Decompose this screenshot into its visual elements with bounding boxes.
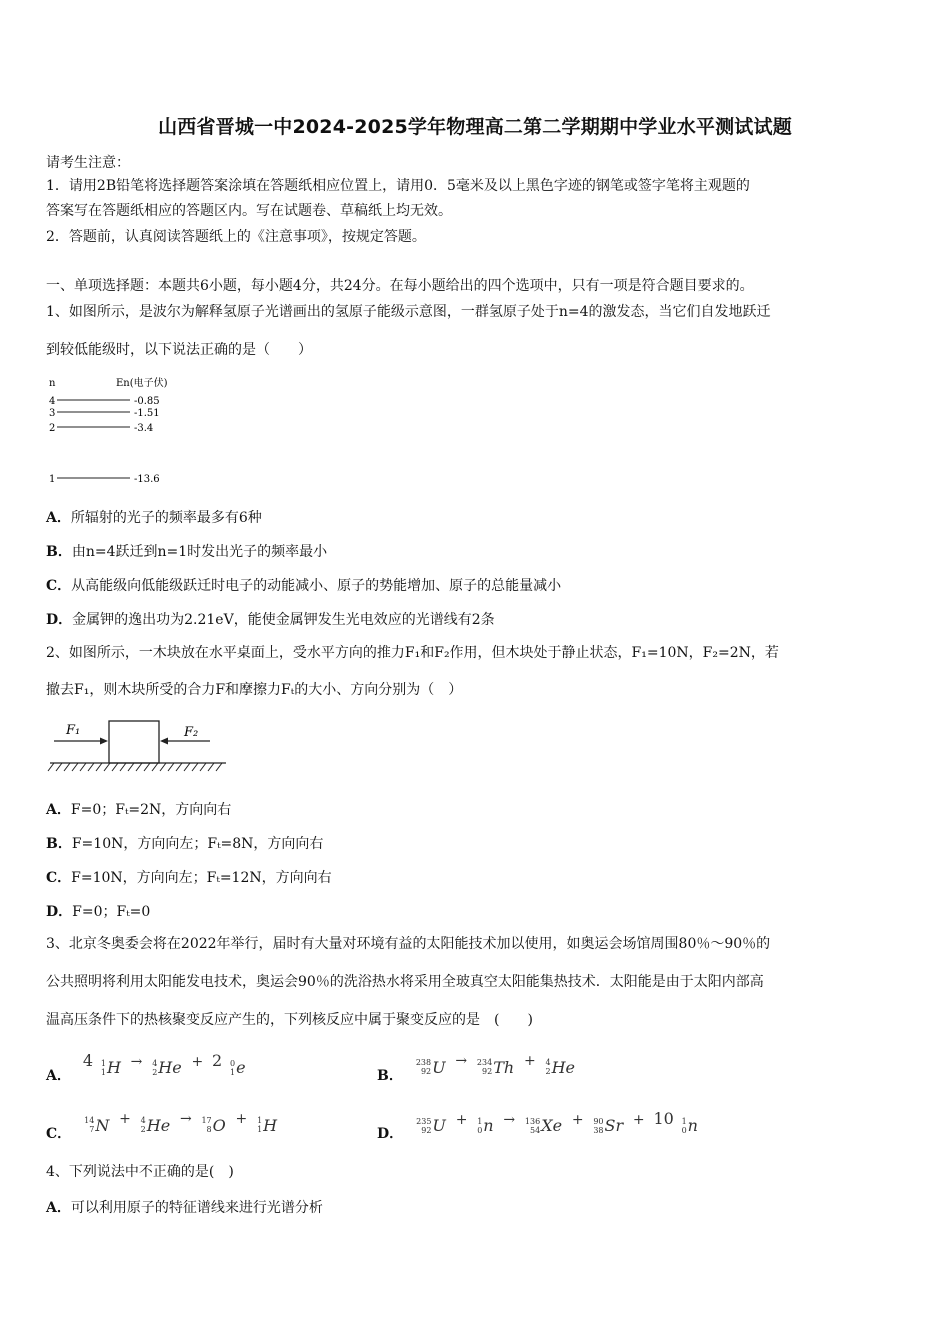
- option-label: A．: [46, 1068, 71, 1084]
- option-label: B．: [377, 1068, 403, 1084]
- wooden-block: [109, 721, 159, 763]
- atomic-number: 92: [482, 1067, 493, 1077]
- block-force-diagram: [46, 714, 230, 776]
- q1-option-a[interactable]: [46, 507, 262, 527]
- nuclide-h: [101, 1058, 121, 1077]
- nuclide-xe: [525, 1116, 562, 1135]
- option-text: F=0；Fₜ=2N，方向向右: [70, 802, 232, 818]
- plus: +: [523, 1053, 536, 1070]
- plus: +: [191, 1053, 204, 1070]
- nuclide-n14: [84, 1116, 109, 1135]
- symbol: He: [551, 1057, 575, 1077]
- nuclide-sr: [593, 1116, 623, 1135]
- q1-option-b[interactable]: [46, 541, 327, 561]
- atomic-number: 1: [100, 1067, 106, 1077]
- energy-level-diagram: [44, 372, 184, 490]
- level-3-n: 3: [49, 408, 56, 419]
- symbol: Sr: [604, 1116, 624, 1136]
- mass-number: 90: [593, 1116, 604, 1126]
- mass-number: 1: [257, 1116, 263, 1126]
- option-text: F=10N，方向向左；Fₜ=8N，方向向右: [71, 836, 324, 852]
- plus: +: [632, 1111, 645, 1128]
- option-text: 从高能级向低能级跃迁时电子的动能减小、原子的势能增加、原子的总能量减小: [71, 578, 562, 594]
- notice-item-2: 2．答题前，认真阅读答题纸上的《注意事项》，按规定答题。: [46, 229, 426, 245]
- level-4-energy: -0.85: [134, 396, 160, 407]
- option-label: D．: [46, 904, 73, 920]
- mass-number: 234: [476, 1058, 493, 1068]
- mass-number: 4: [140, 1116, 146, 1126]
- mass-number: 4: [152, 1058, 158, 1068]
- level-1-n: 1: [49, 474, 56, 485]
- nuclide-neutron: [477, 1116, 493, 1135]
- atomic-number: 1: [229, 1067, 236, 1077]
- nuclide-he: [545, 1058, 575, 1077]
- mass-number: 235: [416, 1116, 432, 1126]
- option-text: 金属钾的逸出功为2.21eV，能使金属钾发生光电效应的光谱线有2条: [72, 612, 495, 628]
- option-label: C．: [46, 1126, 72, 1142]
- symbol: He: [146, 1115, 171, 1135]
- plus: +: [571, 1111, 584, 1128]
- mass-number: 0: [229, 1058, 236, 1068]
- mass-number: 136: [524, 1116, 541, 1126]
- option-label: A．: [46, 1200, 71, 1216]
- symbol: He: [158, 1058, 182, 1078]
- mass-number: 14: [84, 1116, 95, 1126]
- nuclide-th: [477, 1058, 514, 1077]
- notice-heading: 请考生注意：: [46, 155, 130, 171]
- q1-stem-line-1: 1、如图所示，是波尔为解释氢原子光谱画出的氢原子能级示意图，一群氢原子处于n=4的激发态，当它们自发地跃迁: [46, 304, 771, 320]
- q1-option-c[interactable]: [46, 575, 561, 595]
- option-label: B．: [46, 836, 72, 852]
- symbol: n: [483, 1116, 494, 1136]
- f2-arrowhead: [160, 738, 168, 745]
- q2-stem-line-1: 2、如图所示，一木块放在水平桌面上，受水平方向的推力F₁和F₂作用，但木块处于静止状态，F₁=10N，F₂=2N，若: [46, 645, 779, 661]
- option-label: B．: [46, 544, 72, 560]
- equation-d: [415, 1109, 699, 1136]
- coefficient: 4: [82, 1050, 94, 1070]
- q2-option-d[interactable]: [46, 901, 150, 921]
- section-heading: 一、单项选择题：本题共6小题，每小题4分，共24分。在每小题给出的四个选项中，只有一项是符合题目要求的。: [46, 278, 754, 294]
- mass-number: 4: [545, 1058, 551, 1068]
- q3-option-a[interactable]: [46, 1043, 247, 1085]
- atomic-number: 38: [593, 1125, 604, 1135]
- f1-arrowhead: [100, 738, 108, 745]
- q2-option-b[interactable]: [46, 833, 323, 853]
- q3-option-c[interactable]: [46, 1101, 278, 1143]
- q3-stem-line-2: 公共照明将利用太阳能发电技术，奥运会90％的洗浴热水将采用全玻真空太阳能集热技术．太阳能是由于太阳内部高: [46, 974, 764, 990]
- diagram-n-header: n: [49, 378, 56, 389]
- atomic-number: 2: [545, 1067, 551, 1077]
- option-text: 可以利用原子的特征谱线来进行光谱分析: [70, 1200, 323, 1216]
- q2-option-a[interactable]: [46, 799, 231, 819]
- mass-number: 1: [477, 1116, 483, 1126]
- notice-item-1-line-1: 1．请用2B铅笔将选择题答案涂填在答题纸相应位置上，请用0．5毫米及以上黑色字迹的钢笔或签字笔将主观题的: [46, 178, 750, 194]
- nuclide-h: [257, 1116, 277, 1135]
- symbol: O: [212, 1115, 226, 1135]
- option-text: 由n=4跃迁到n=1时发出光子的频率最小: [71, 544, 328, 560]
- q3-stem-line-1: 3、北京冬奥委会将在2022年举行，届时有大量对环境有益的太阳能技术加以使用，如奥运会场馆周围80％～90％的: [46, 936, 771, 952]
- level-4-n: 4: [49, 396, 56, 407]
- nuclide-he: [141, 1116, 171, 1135]
- arrow: →: [179, 1111, 192, 1128]
- atomic-number: 2: [152, 1067, 158, 1077]
- nuclide-he: [152, 1058, 182, 1077]
- atomic-number: 92: [420, 1067, 432, 1077]
- page-title: 山西省晋城一中2024-2025学年物理高二第二学期期中学业水平测试试题: [158, 116, 792, 138]
- option-label: A．: [46, 510, 71, 526]
- coefficient: 10: [653, 1108, 674, 1128]
- surface-hatching: [48, 763, 222, 771]
- level-2-energy: -3.4: [134, 423, 154, 434]
- symbol: H: [106, 1058, 121, 1078]
- q3-option-b[interactable]: [377, 1043, 576, 1085]
- atomic-number: 8: [206, 1125, 212, 1135]
- q4-stem: 4、下列说法中不正确的是( ): [46, 1164, 234, 1180]
- notice-item-1-line-2: 答案写在答题纸相应的答题区内。写在试题卷、草稿纸上均无效。: [46, 203, 452, 219]
- q3-stem-line-3: 温高压条件下的热核聚变反应产生的，下列核反应中属于聚变反应的是 ( ): [46, 1012, 533, 1028]
- equation-a: [83, 1051, 247, 1078]
- equation-c: [83, 1109, 278, 1135]
- mass-number: 238: [415, 1058, 432, 1068]
- coefficient: 2: [212, 1050, 223, 1070]
- q4-option-a[interactable]: [46, 1197, 323, 1217]
- q3-option-d[interactable]: [377, 1101, 699, 1143]
- atomic-number: 7: [89, 1125, 95, 1135]
- mass-number: 1: [681, 1116, 687, 1126]
- option-text: 所辐射的光子的频率最多有6种: [70, 510, 262, 526]
- nuclide-o17: [201, 1116, 225, 1135]
- plus: +: [119, 1111, 131, 1128]
- option-text: F=0；Fₜ=0: [72, 904, 151, 920]
- f2-label: F₂: [184, 725, 199, 740]
- symbol: Th: [493, 1057, 515, 1077]
- atomic-number: 2: [140, 1125, 146, 1135]
- option-label: A．: [46, 802, 71, 818]
- level-3-energy: -1.51: [134, 408, 160, 419]
- q2-option-c[interactable]: [46, 867, 332, 887]
- mass-number: 1: [100, 1058, 106, 1068]
- q2-stem-line-2: 撤去F₁，则木块所受的合力F和摩擦力Fₜ的大小、方向分别为（ ）: [46, 682, 463, 698]
- atomic-number: 1: [257, 1125, 263, 1135]
- symbol: U: [432, 1057, 446, 1077]
- equation-b: [415, 1051, 576, 1077]
- nuclide-e: [230, 1058, 246, 1077]
- level-2-n: 2: [49, 423, 56, 434]
- diagram-e-header: En(电子伏): [116, 378, 168, 389]
- nuclide-neutron: [682, 1116, 698, 1135]
- f1-label: F₁: [66, 723, 81, 738]
- mass-number: 17: [201, 1116, 212, 1126]
- level-1-energy: -13.6: [134, 474, 160, 485]
- symbol: U: [432, 1116, 446, 1136]
- q1-stem-line-2: 到较低能级时，以下说法正确的是（ ）: [46, 342, 312, 358]
- arrow: →: [130, 1053, 143, 1070]
- option-text: F=10N，方向向左；Fₜ=12N，方向向右: [71, 870, 332, 886]
- atomic-number: 54: [530, 1125, 541, 1135]
- option-label: C．: [46, 870, 72, 886]
- symbol: Xe: [541, 1116, 563, 1136]
- nuclide-u238: [416, 1058, 446, 1077]
- atomic-number: 92: [421, 1125, 432, 1135]
- symbol: n: [687, 1116, 698, 1136]
- symbol: H: [263, 1115, 278, 1135]
- q1-option-d[interactable]: [46, 609, 495, 629]
- plus: +: [455, 1111, 468, 1128]
- arrow: →: [455, 1053, 468, 1070]
- nuclide-u235: [416, 1116, 446, 1135]
- option-label: C．: [46, 578, 72, 594]
- option-label: D．: [377, 1126, 404, 1142]
- atomic-number: 0: [681, 1125, 687, 1135]
- symbol: e: [236, 1058, 246, 1078]
- plus: +: [235, 1111, 248, 1128]
- atomic-number: 0: [477, 1125, 483, 1135]
- symbol: N: [95, 1115, 110, 1135]
- arrow: →: [503, 1111, 516, 1128]
- option-label: D．: [46, 612, 73, 628]
